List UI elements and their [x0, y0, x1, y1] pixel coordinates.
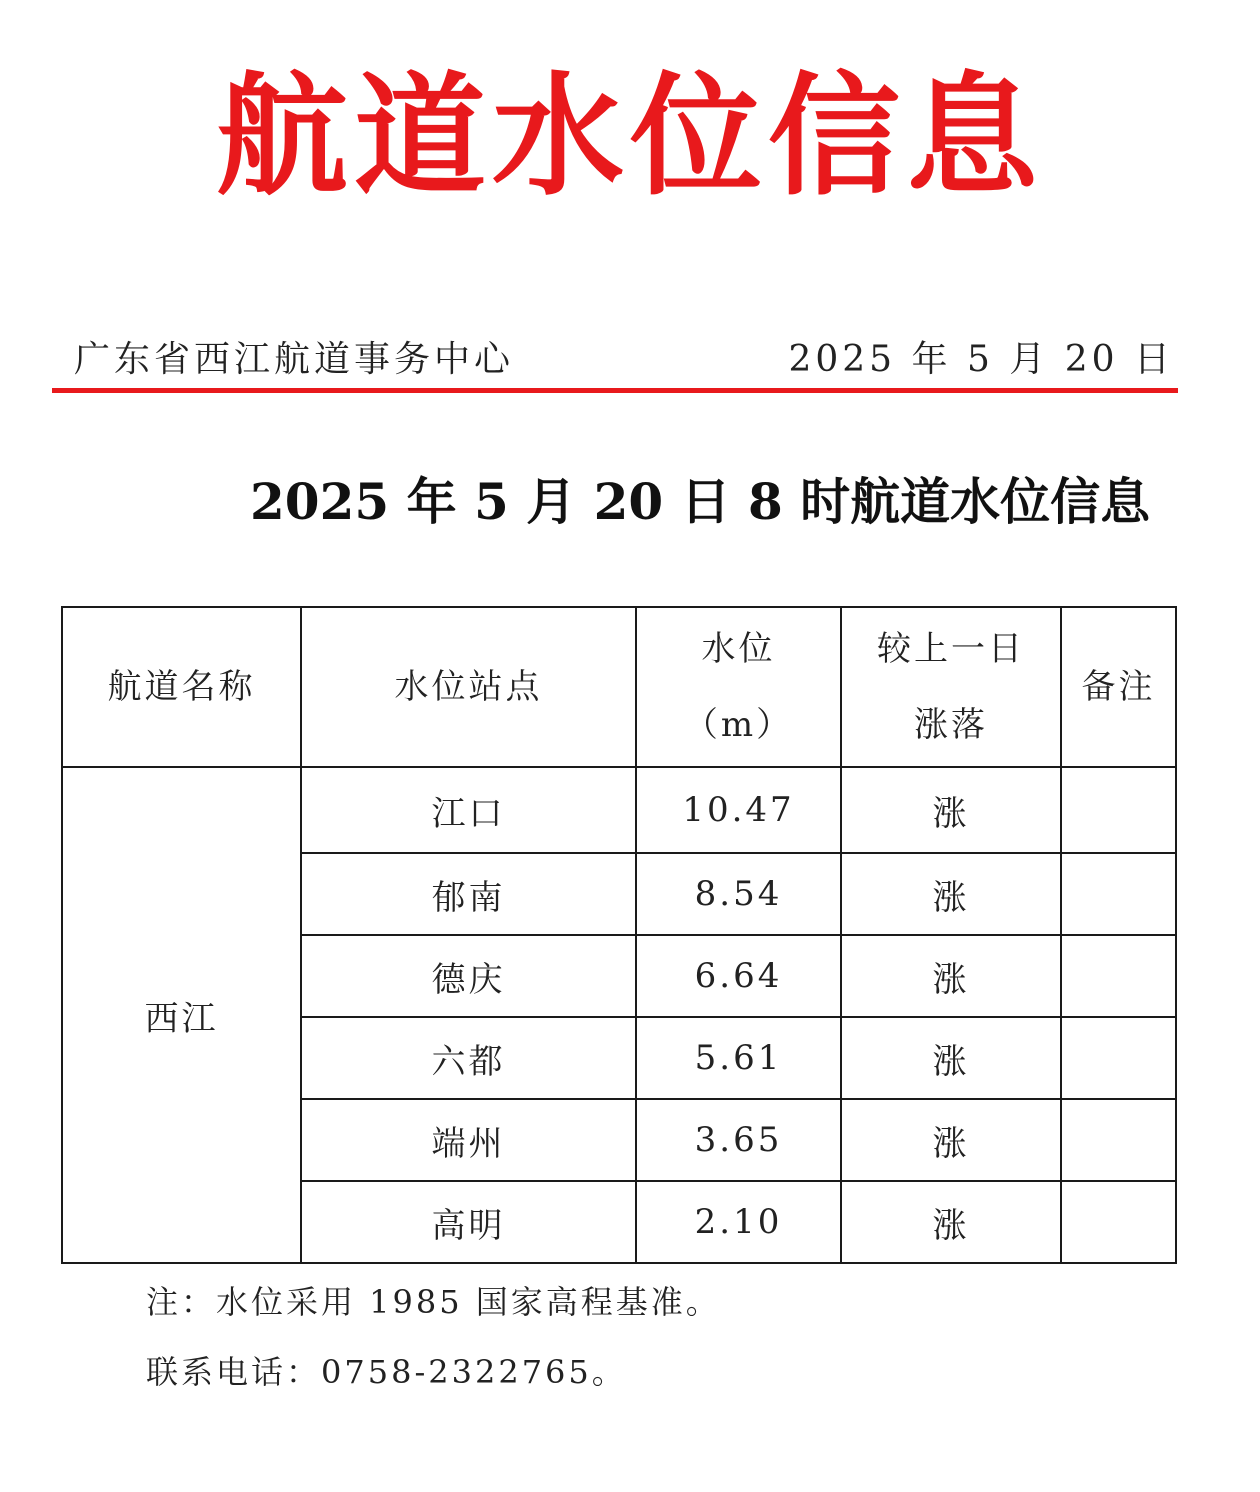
water-level-value: 5.61 — [636, 1017, 841, 1099]
water-level-table — [61, 606, 1177, 1264]
header-daily-change — [841, 607, 1061, 767]
waterway-name: 西江 — [62, 767, 301, 1263]
daily-change-value: 涨 — [841, 935, 1061, 1017]
datum-note: 注：水位采用 1985 国家高程基准。 — [146, 1283, 721, 1321]
contact-note: 联系电话：0758-2322765。 — [146, 1353, 627, 1391]
remark-value — [1061, 853, 1176, 935]
remark-value — [1061, 935, 1176, 1017]
header-remark: 备注 — [1061, 607, 1176, 767]
remark-value — [1061, 1181, 1176, 1263]
daily-change-value: 涨 — [841, 1017, 1061, 1099]
remark-value — [1061, 1099, 1176, 1181]
daily-change-value: 涨 — [841, 767, 1061, 853]
header-station: 水位站点 — [301, 607, 636, 767]
header-waterway: 航道名称 — [62, 607, 301, 767]
water-level-value: 2.10 — [636, 1181, 841, 1263]
station-name: 德庆 — [301, 935, 636, 1017]
station-name: 郁南 — [301, 853, 636, 935]
water-level-value: 6.64 — [636, 935, 841, 1017]
water-level-value: 3.65 — [636, 1099, 841, 1181]
remark-value — [1061, 1017, 1176, 1099]
water-level-value: 10.47 — [636, 767, 841, 853]
header-water-level — [636, 607, 841, 767]
daily-change-value: 涨 — [841, 1181, 1061, 1263]
remark-value — [1061, 767, 1176, 853]
document-title: 2025 年 5 月 20 日 8 时航道水位信息 — [250, 472, 1151, 531]
table-row — [62, 767, 1176, 853]
station-name: 江口 — [301, 767, 636, 853]
water-level-value: 8.54 — [636, 853, 841, 935]
header-daily-change-line1: 较上一日 — [877, 629, 1025, 669]
header-water-level-unit: （m） — [683, 705, 794, 745]
daily-change-value: 涨 — [841, 1099, 1061, 1181]
issuing-authority: 广东省西江航道事务中心 — [74, 339, 515, 380]
daily-change-value: 涨 — [841, 853, 1061, 935]
red-divider-rule — [52, 388, 1178, 393]
station-name: 高明 — [301, 1181, 636, 1263]
station-name: 六都 — [301, 1017, 636, 1099]
header-daily-change-line2: 涨落 — [914, 705, 988, 745]
table-header-row — [62, 607, 1176, 767]
issue-date: 2025 年 5 月 20 日 — [788, 339, 1174, 380]
header-water-level-label: 水位 — [701, 629, 776, 669]
masthead-title: 航道水位信息 — [216, 59, 1044, 214]
station-name: 端州 — [301, 1099, 636, 1181]
